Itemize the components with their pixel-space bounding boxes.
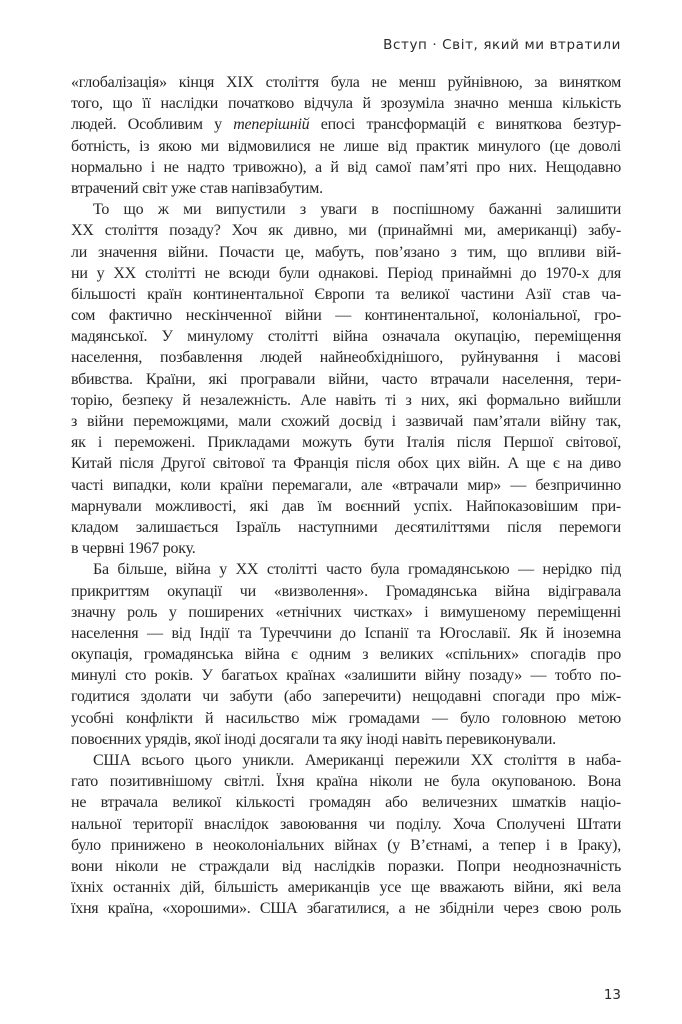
text-line: населення, позбавлення людей найнеобхіднішого, руйнування і масові bbox=[71, 349, 621, 367]
text-line: як і переможені. Прикладами можуть бути Італія після Першої світової, bbox=[71, 434, 621, 452]
text-line bbox=[71, 114, 621, 135]
text-line: часті випадки, коли країни перемагали, але «втрачали мир» — безпричинно bbox=[71, 476, 621, 494]
text-line: вони ніколи не страждали від наслідків поразки. Попри неоднозначність bbox=[71, 857, 621, 875]
text-line: мадянської. У минулому столітті війна означала окупацію, переміщення bbox=[71, 328, 621, 346]
body-text bbox=[71, 72, 621, 920]
text-line: було принижено в неоколоніальних війнах (у В’єтнамі, а тепер і в Іраку), bbox=[71, 836, 621, 854]
text-line: нормально і не надто тривожно), а й від самої пам’яті про них. Нещодавно bbox=[71, 158, 621, 176]
running-head: Вступ · Світ, який ми втратили bbox=[383, 37, 621, 53]
text-line: повоєнних урядів, якої іноді досягали та яку іноді навіть перевиконували. bbox=[71, 730, 556, 748]
page-number: 13 bbox=[603, 987, 621, 1003]
text-line: Китай після Другої світової та Франція після обох цих війн. А ще є на диво bbox=[71, 455, 621, 473]
text-line: Ба більше, війна у XX столітті часто була громадянською — нерідко під bbox=[93, 561, 621, 579]
text-line: гато позитивнішому світлі. Їхня країна ніколи не була окупованою. Вона bbox=[71, 773, 621, 791]
text-line: їхніх останніх дій, більшість американців усе ще вважають війни, які вела bbox=[71, 879, 621, 897]
text-line: значну роль у поширених «етнічних чистках» і вимушеному переміщенні bbox=[71, 603, 621, 621]
text-line: годитися здолати чи забути (або заперечити) нещодавні спогади про між- bbox=[71, 688, 621, 706]
paragraph bbox=[71, 750, 621, 920]
text-line: прикриттям окупації чи «визволення». Громадянська війна відігравала bbox=[71, 582, 621, 600]
paragraph bbox=[71, 559, 621, 750]
text-line: То що ж ми випустили з уваги в поспішному бажанні залишити bbox=[93, 201, 621, 219]
text-line: вбивства. Країни, які програвали війни, часто втрачали населення, тери- bbox=[71, 370, 621, 388]
text-line: того, що її наслідки початково відчула й зрозуміла значно менша кількість bbox=[71, 95, 621, 113]
text-segment: епосі трансформацій є виняткова безтур- bbox=[309, 116, 621, 134]
text-line: з війни переможцями, мали схожий досвід і зазвичай пам’ятали війну так, bbox=[71, 413, 621, 430]
text-line: сом фактично нескінченної війни — континентальної, колоніальної, гро- bbox=[71, 307, 621, 325]
text-line: їхня країна, «хорошими». США збагатилися, а не збідніли через свою роль bbox=[71, 900, 621, 918]
text-line: усобні конфлікти й насильство між громадами — було головною метою bbox=[71, 709, 621, 727]
text-line: марнували можливості, які дав їм воєнний успіх. Найпоказовішим при- bbox=[71, 497, 621, 515]
italic-emphasis: теперішній bbox=[233, 116, 310, 134]
text-line: не втрачала великої кількості громадян або величезних шматків націо- bbox=[71, 794, 621, 812]
paragraph bbox=[71, 72, 621, 199]
text-line: більшості країн континентальної Європи та великої частини Азії став ча- bbox=[71, 285, 621, 303]
text-line: США всього цього уникли. Американці пережили XX століття в наба- bbox=[93, 752, 621, 769]
text-line: ни у XX столітті не всюди були однакові. Період принаймні до 1970-х для bbox=[71, 264, 621, 282]
text-line: втрачений світ уже став напівзабутим. bbox=[71, 179, 323, 197]
text-line: ботність, із якою ми відмовилися не лише від практик минулого (це доволі bbox=[71, 137, 621, 155]
text-line: населення — від Індії та Туреччини до Іспанії та Югославії. Як й іноземна bbox=[71, 624, 621, 642]
text-line: «глобалізація» кінця XIX століття була не менш руйнівною, за винятком bbox=[71, 74, 621, 91]
text-line: торію, безпеку й незалежність. Але навіть ті з них, які формально вийшли bbox=[71, 391, 621, 409]
paragraph bbox=[71, 199, 621, 559]
text-line: минулі сто років. У багатьох країнах «залишити війну позаду» — тобто по- bbox=[71, 667, 621, 685]
text-line: ли значення війни. Почасти це, мабуть, пов’язано з тим, що впливи вій- bbox=[71, 243, 621, 261]
text-line: в червні 1967 року. bbox=[71, 540, 196, 558]
text-line: XX століття позаду? Хоч як дивно, ми (принаймні ми, американці) забу- bbox=[71, 222, 621, 240]
text-segment: людей. Особливим у bbox=[71, 116, 234, 134]
text-line: кладом залишається Ізраїль наступними десятиліттями після перемоги bbox=[71, 518, 621, 536]
text-line: нальної території внаслідок завоювання чи поділу. Хоча Сполучені Штати bbox=[71, 815, 621, 833]
text-line: окупація, громадянська війна є одним з великих «спільних» спогадів про bbox=[71, 646, 621, 664]
